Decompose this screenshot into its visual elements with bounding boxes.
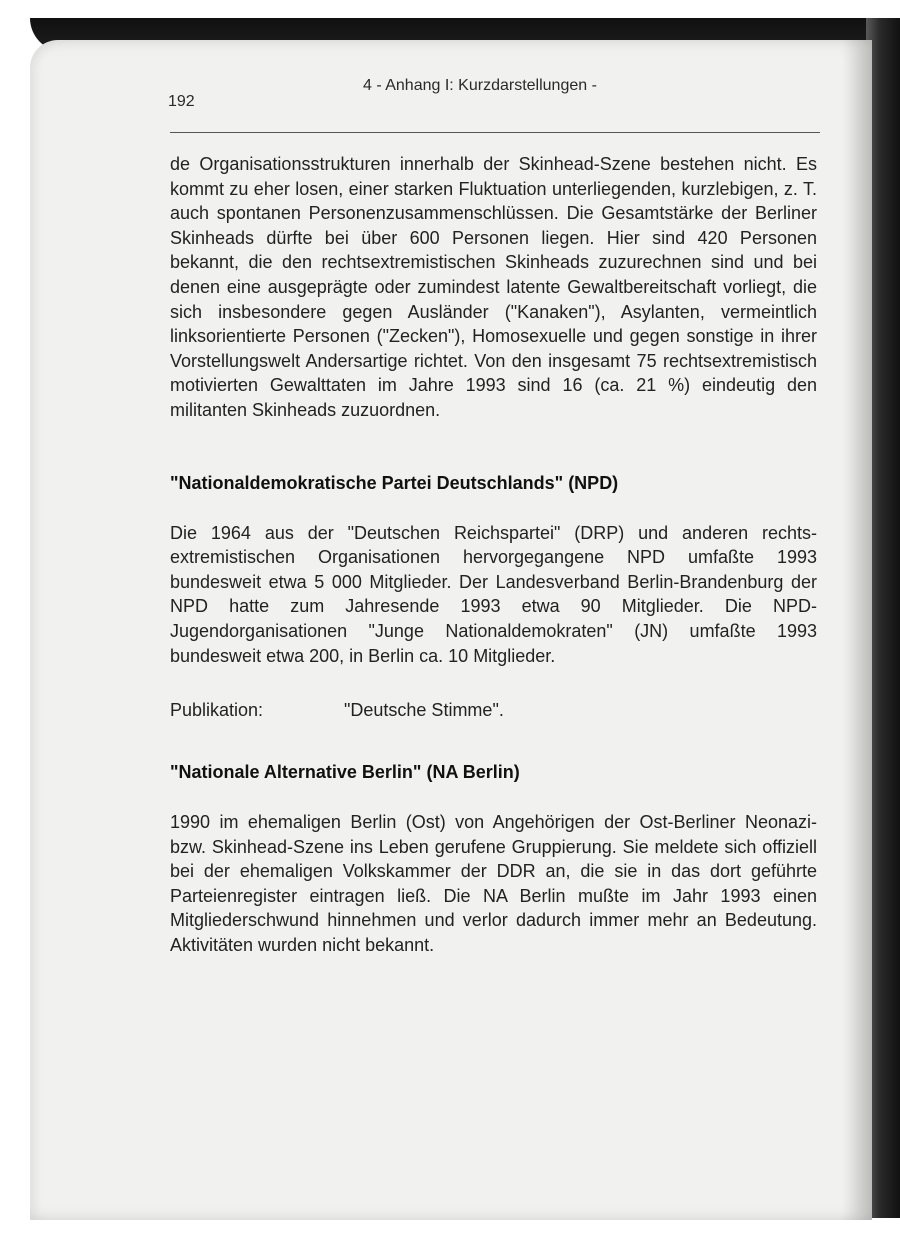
publication-value: "Deutsche Stimme". [344, 700, 504, 721]
book-page [30, 40, 872, 1220]
running-head: 4 - Anhang I: Kurzdarstellungen - [363, 77, 597, 94]
page-number: 192 [168, 93, 195, 110]
npd-paragraph: Die 1964 aus der "Deutschen Reichspartei" (DRP) und anderen rechtsextremistischen Organisationen hervorgegangene NPD umfaßte 1993 bundesweit etwa 5 000 Mitglieder. Der Landesverband Berlin-Brandenburg der NPD hatte zum Jahresende 1993 etwa 90 Mitglieder. Die NPD-Jugendorganisationen "Junge Nationaldemokraten" (JN) umfaßte 1993 bundesweit etwa 200, in Berlin ca. 10 Mitglieder. [170, 522, 817, 666]
intro-paragraph: de Organisationsstrukturen innerhalb der Skinhead-Szene bestehen nicht. Es kommt zu eher losen, einer starken Fluktuation unterliegenden, kurzlebigen, z. T. auch spontanen Personenzusammenschlüssen. Die Gesamtstärke der Berliner Skinheads dürfte bei über 600 Personen liegen. Hier sind 420 Personen bekannt, die den rechtsextremistischen Skinheads zuzurechnen sind und bei denen eine ausgeprägte oder zumindest latente Gewaltbereitschaft vorliegt, die sich insbesondere gegen Ausländer ("Kanaken"), Asylanten, vermeintlich linksorientierte Personen ("Zecken"), Homosexuelle und gegen sonstige in ihrer Vorstellungswelt Andersartige richtet. Von den insgesamt 75 rechtsextremistisch motivierten Gewalttaten im Jahre 1993 sind 16 (ca. 21 %) eindeutig den militanten Skinheads zuzuordnen. [170, 154, 817, 420]
publication-row [170, 698, 817, 722]
na-berlin-paragraph: 1990 im ehemaligen Berlin (Ost) von Angehörigen der Ost-Berliner Neonazi- bzw. Skinhead-Szene ins Leben gerufene Gruppierung. Sie meldete sich offiziell bei der ehemaligen Volkskammer der DDR an, die sie in das dort geführte Parteienregister eintragen ließ. Die NA Berlin mußte im Jahr 1993 einen Mitgliederschwund hinnehmen und verlor dadurch immer mehr an Bedeutung. Aktivitäten wurden nicht bekannt. [170, 812, 817, 956]
page-gutter-shadow [842, 40, 872, 1220]
npd-heading: "Nationaldemokratische Partei Deutschlands" (NPD) [170, 472, 619, 493]
na-berlin-heading: "Nationale Alternative Berlin" (NA Berlin) [170, 762, 520, 783]
page-content [170, 152, 817, 958]
publication-label: Publikation: [170, 700, 264, 721]
header-rule [170, 132, 820, 133]
